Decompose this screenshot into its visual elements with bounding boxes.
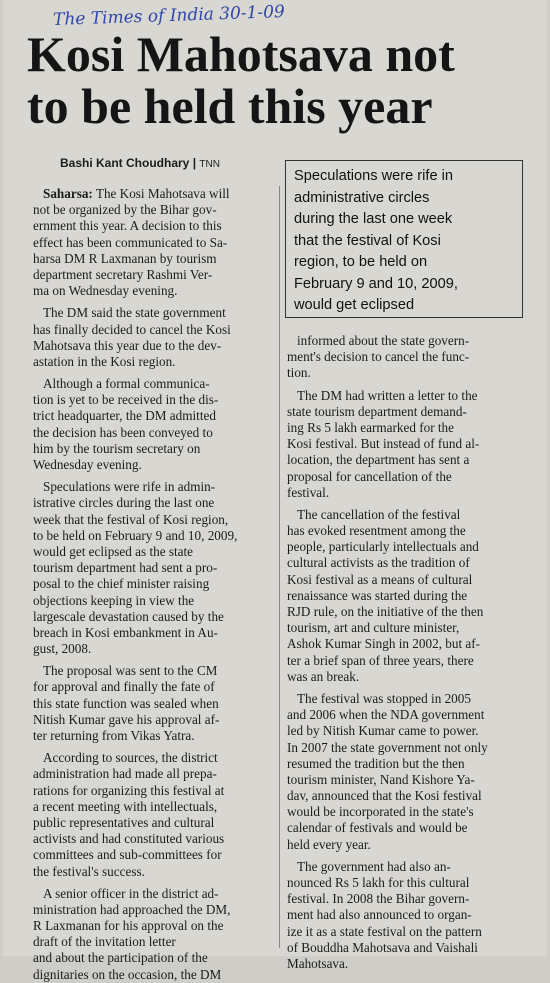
article-line: largescale devastation caused by the [33,608,224,624]
article-line: harsa DM R Laxmanan by tourism [33,250,217,266]
article-line: The proposal was sent to the CM [43,663,218,679]
headline [27,28,537,132]
article-paragraph [33,186,271,299]
article-line: dav, announced that the Kosi festival [287,788,482,804]
article-line: ministration had approached the DM, [33,901,231,917]
article-line: Speculations were rife in admin- [43,479,216,495]
newspaper-clipping [3,0,547,982]
article-line: festival. In 2008 the Bihar govern- [287,891,470,907]
article-line: Nitish Kumar gave his approval af- [33,711,220,727]
pull-quote [285,160,523,318]
article-line: ize it as a state festival on the pattern [287,923,482,939]
handwritten-source-note: The Times of India 30-1-09 [52,1,286,31]
article-line: ernment this year. A decision to this [33,218,222,234]
article-line: The cancellation of the festival [297,506,461,522]
article-line: tourism minister, Nand Kishore Ya- [287,771,475,787]
article-line: ment's decision to cancel the func- [287,349,470,365]
article-line: breach in Kosi embankment in Au- [33,624,218,640]
article-line: ter a brief span of three years, there [287,652,474,668]
article-line: to be held on February 9 and 10, 2009, [33,527,238,543]
article-column-2 [287,333,527,972]
article-line: tourism, art and culture minister, [287,620,460,636]
article-line: nounced Rs 5 lakh for this cultural [287,875,470,890]
article-line: administration had made all prepa- [33,766,217,782]
article-paragraph [287,507,527,685]
article-line: tion is yet to be received in the dis- [33,392,219,408]
article-line: draft of the invitation letter [33,934,176,950]
article-line: a recent meeting with intellectuals, [33,798,218,814]
article-line: the festival's success. [33,863,145,879]
article-line: and 2006 when the NDA government [287,707,485,723]
article-line: informed about the state govern- [297,333,470,348]
byline [60,156,220,170]
article-line: committees and sub-committees for [33,847,222,863]
article-paragraph [33,886,271,983]
article-line: renaissance was started during the [287,587,468,603]
article-paragraph [287,859,527,972]
pull-quote-line: that the festival of Kosi [294,232,441,249]
article-line: gust, 2008. [33,641,92,657]
article-line: of Bouddha Mahotsava and Vaishali [287,939,478,955]
pull-quote-line: would get eclipsed [294,297,415,313]
article-paragraph [287,333,527,382]
article-line: effect has been communicated to Sa- [33,234,228,250]
article-paragraph [287,691,527,853]
article-line: him by the tourism secretary on [33,440,201,456]
article-line: The festival was stopped in 2005 [297,690,471,706]
column-divider [279,186,280,948]
article-line: has evoked resentment among the [287,523,466,539]
byline-agency: TNN [199,159,220,170]
article-paragraph [287,388,527,501]
headline-line-2: to be held this year [27,78,433,134]
article-line: Mahotsava. [287,955,349,971]
article-line: Saharsa: The Kosi Mahotsava will [43,186,230,201]
article-line: activists and had constituted various [33,831,225,847]
article-line: The DM said the state government [43,305,226,321]
article-line: held every year. [287,836,371,852]
article-line: tion. [287,365,311,381]
article-line: dignitaries on the occasion, the DM [33,966,222,982]
article-line: Kosi festival. But instead of fund al- [287,436,480,452]
article-line: this state function was sealed when [33,695,219,711]
article-paragraph [33,663,271,744]
article-line: istrative circles during the last one [33,495,215,511]
article-line: Kosi festival as a means of cultural [287,571,473,587]
article-line: people, particularly intellectuals and [287,539,479,555]
article-line: ma on Wednesday evening. [33,283,178,299]
byline-author: Bashi Kant Choudhary [60,156,190,170]
pull-quote-line: Speculations were rife in [294,168,453,184]
article-line: the decision has been conveyed to [33,424,213,440]
article-line: for approval and finally the fate of [33,679,215,695]
article-line: According to sources, the district [43,750,218,766]
pull-quote-line: February 9 and 10, 2009, [294,275,458,292]
article-line: ing Rs 5 lakh earmarked for the [287,419,454,435]
article-line: Wednesday evening. [33,457,142,472]
article-paragraph [33,750,271,880]
article-line: RJD rule, on the initiative of the then [287,604,484,619]
article-line: tourism department had sent a pro- [33,560,218,576]
article-line: would be incorporated in the state's [287,804,474,820]
article-line: In 2007 the state government not only [287,739,488,755]
dateline: Saharsa: [43,186,93,201]
article-line: week that the festival of Kosi region, [33,511,229,527]
article-line: rations for organizing this festival at [33,782,225,798]
article-line: ment had also announced to organ- [287,907,472,923]
article-line: department secretary Rashmi Ver- [33,266,213,282]
article-line: ter returning from Vikas Yatra. [33,728,195,743]
article-line: objections keeping in view the [33,592,195,608]
article-paragraph [33,376,271,473]
headline-line-1: Kosi Mahotsava not [27,26,455,82]
article-line: festival. [287,484,330,500]
article-line: proposal for cancellation of the [287,468,452,484]
article-line: posal to the chief minister raising [33,576,210,592]
article-line: was an break. [287,668,360,684]
article-line: astation in the Kosi region. [33,353,176,369]
article-column-1 [33,186,271,983]
article-line: location, the department has sent a [287,452,470,468]
pull-quote-line: administrative circles [294,189,430,206]
pull-quote-line: during the last one week [294,211,453,227]
article-line: cultural activists as the tradition of [287,555,470,571]
article-line: not be organized by the Bihar gov- [33,202,217,218]
article-line: has finally decided to cancel the Kosi [33,321,231,337]
article-line: A senior officer in the district ad- [43,885,219,901]
article-paragraph [33,479,271,657]
article-line: R Laxmanan for his approval on the [33,918,224,934]
article-line: resumed the tradition but the then [287,755,465,771]
article-paragraph [33,305,271,370]
article-line: The government had also an- [297,858,451,874]
article-line: Although a formal communica- [43,376,210,392]
article-line: The DM had written a letter to the [297,387,478,403]
byline-separator: | [192,156,200,170]
article-line: Ashok Kumar Singh in 2002, but af- [287,636,481,652]
article-line: led by Nitish Kumar came to power. [287,723,479,739]
article-line: state tourism department demand- [287,403,467,419]
article-line: calendar of festivals and would be [287,820,468,836]
article-line: trict headquarter, the DM admitted [33,408,216,424]
article-line: public representatives and cultural [33,814,215,830]
article-line: Mahotsava this year due to the dev- [33,337,222,353]
pull-quote-line: region, to be held on [294,254,428,270]
article-line: and about the participation of the [33,950,208,966]
article-line: would get eclipsed as the state [33,543,194,559]
